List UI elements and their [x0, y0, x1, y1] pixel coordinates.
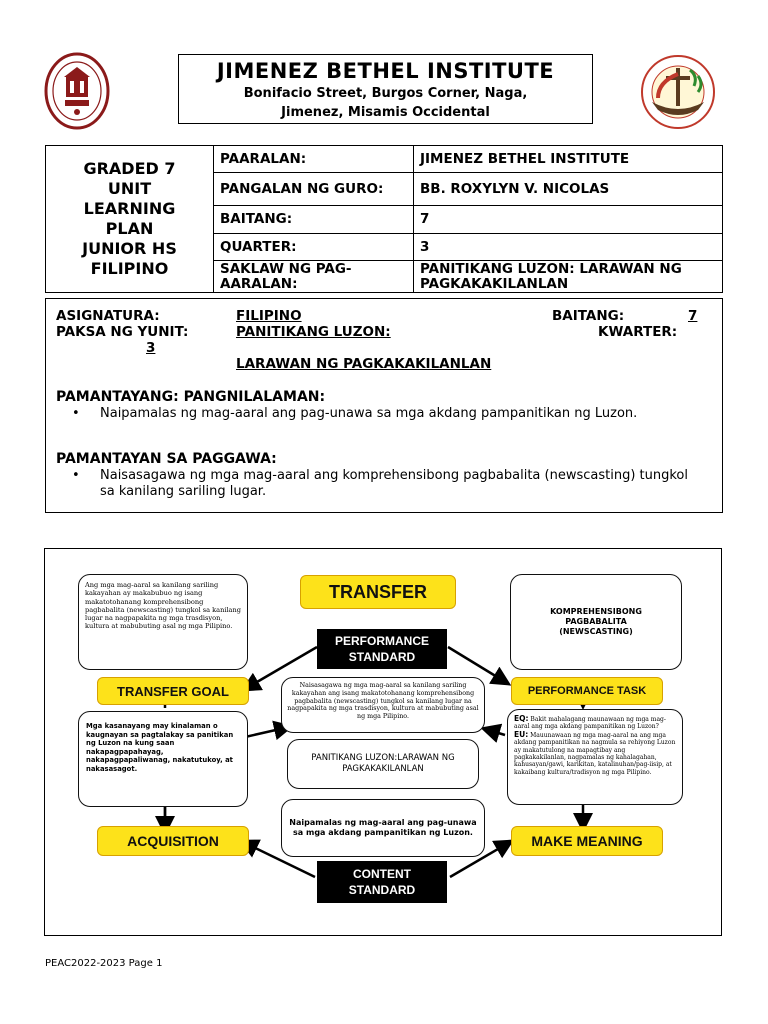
- performance-task-line: PAGBABALITA: [565, 617, 627, 626]
- info-value: PANITIKANG LUZON: LARAWAN NG PAGKAKAKILANLAN: [420, 260, 682, 292]
- asignatura-value: FILIPINO: [236, 308, 302, 324]
- paksa-value-2: LARAWAN NG PAGKAKAKILANLAN: [236, 356, 492, 372]
- ubd-diagram: [44, 548, 722, 936]
- kwarter-value: 3: [146, 340, 156, 356]
- bullet-icon: •: [72, 406, 80, 421]
- performance-task-label: PERFORMANCE TASK: [511, 677, 663, 705]
- info-value: 3: [420, 238, 430, 255]
- center-topic-box: [287, 739, 479, 789]
- content-standard-text: Naipamalas ng mag-aaral ang pag-unawa sa mga akdang pampanitikan ng Luzon.: [100, 406, 638, 421]
- content-standard-label: [317, 861, 447, 903]
- eq-text: Bakit mahalagang maunawaan ng mga mag-aaral ang mga akdang pampanitikan ng Luzon?: [514, 716, 666, 731]
- info-row-guro: [214, 173, 722, 206]
- plan-title-line: LEARNING: [83, 199, 176, 218]
- performance-standard-label: [317, 629, 447, 669]
- content-standard-heading: PAMANTAYANG: PANGNILALAMAN:: [56, 389, 326, 405]
- center-topic-text: PANITIKANG LUZON:LARAWAN NG PAGKAKAKILANLAN: [311, 753, 455, 774]
- content-standard-line: STANDARD: [348, 883, 416, 897]
- plan-title-line: GRADED 7: [83, 159, 176, 178]
- make-meaning-label: MAKE MEANING: [511, 826, 663, 856]
- info-key: BAITANG:: [214, 206, 414, 233]
- performance-standard-line: PERFORMANCE: [334, 634, 429, 648]
- transfer-goal-box: [78, 574, 248, 670]
- info-key: QUARTER:: [214, 234, 414, 260]
- address-line-2: Jimenez, Misamis Occidental: [281, 105, 490, 120]
- standards-box: [45, 298, 723, 513]
- info-row-baitang: [214, 206, 722, 234]
- acquisition-box: [78, 711, 248, 807]
- paksa-value: PANITIKANG LUZON:: [236, 324, 391, 340]
- center-content-standard-box: [281, 799, 485, 857]
- school-seal-icon: [44, 52, 110, 130]
- eu-label: EU:: [514, 729, 529, 739]
- acquisition-text: Mga kasanayang may kinalaman o kaugnayan sa pagtalakay sa panitikan ng Luzon na kung saan nakapagpapahayag, nakapagpapaliwanag, nakatutukoy, at nakasasagot.: [86, 722, 234, 773]
- plan-title-line: FILIPINO: [90, 259, 169, 278]
- info-row-saklaw: [214, 261, 722, 292]
- info-key: PAARALAN:: [214, 146, 414, 172]
- paksa-label: PAKSA NG YUNIT:: [56, 324, 189, 340]
- center-content-standard-text: Naipamalas ng mag-aaral ang pag-unawa sa mga akdang pampanitikan ng Luzon.: [289, 818, 477, 837]
- baitang-label: BAITANG:: [552, 308, 625, 324]
- content-standard-line: CONTENT: [353, 867, 411, 881]
- info-row-paaralan: [214, 146, 722, 173]
- transfer-goal-label: TRANSFER GOAL: [97, 677, 249, 705]
- plan-title-line: UNIT: [107, 179, 152, 198]
- kwarter-label: KWARTER:: [598, 324, 678, 340]
- address-line-1: Bonifacio Street, Burgos Corner, Naga,: [243, 86, 528, 101]
- eq-label: EQ:: [514, 714, 529, 723]
- transfer-label: TRANSFER: [300, 575, 456, 609]
- plan-title-line: JUNIOR HS: [82, 239, 177, 258]
- transfer-goal-text: Ang mga mag-aaral sa kanilang sariling kakayahan ay makabubuo ng isang makatotohanang komprehensibong pagbabalita (newscasting) tungkol sa kanilang lugar na nagpapakita ng mga trasdisyon, kultura at mabubuting asal ng mga Pilipino.: [85, 581, 241, 631]
- eu-item: [514, 731, 676, 776]
- center-performance-standard-text: Naisasagawa ng mga mag-aaral sa kanilang sariling kakayahan ang isang makatotohanang komprehensibong pagbabalita (newscasting) tungkol sa kanilang lugar na nagpapakita ng mga trasdisyon, kultura at mabubuting asal ng mga Pilipino.: [287, 682, 479, 721]
- eu-text: Mauunawaan ng mga mag-aaral na ang mga akdang pampanitikan na nagmula sa rehiyong Luzon ay makatutulong na mapagtibay ang pagkakakilanlan, nagpamalas ng kahalagahan, kahusayan/gawi, karikitan, katalinuhan/pag-iisip, at kakaibang kultura/tradisyon ng mga Pilipino.: [514, 731, 676, 776]
- acquisition-label: ACQUISITION: [97, 826, 249, 856]
- school-name: JIMENEZ BETHEL INSTITUTE: [216, 59, 555, 83]
- info-table: [45, 145, 723, 293]
- page-footer: PEAC2022-2023 Page 1: [45, 958, 163, 969]
- center-performance-standard-box: [281, 677, 485, 733]
- info-row-quarter: [214, 234, 722, 261]
- school-title-box: [178, 54, 593, 124]
- performance-standard-line: STANDARD: [348, 650, 416, 664]
- info-value: BB. ROXYLYN V. NICOLAS: [420, 180, 610, 197]
- performance-task-line: (NEWSCASTING): [559, 627, 633, 636]
- info-key: PANGALAN NG GURO:: [214, 173, 414, 205]
- asignatura-label: ASIGNATURA:: [56, 308, 160, 324]
- eq-item: [514, 715, 676, 731]
- performance-standard-heading: PAMANTAYAN SA PAGGAWA:: [56, 451, 277, 467]
- plan-title: [46, 146, 214, 292]
- performance-task-line: KOMPREHENSIBONG: [550, 607, 642, 616]
- info-value: JIMENEZ BETHEL INSTITUTE: [420, 150, 630, 167]
- performance-standard-text: Naisasagawa ng mga mag-aaral ang komprehensibong pagbabalita (newscasting) tungkol sa kanilang sariling lugar.: [100, 468, 688, 499]
- plan-title-line: PLAN: [105, 219, 154, 238]
- performance-task-box: [510, 574, 682, 670]
- info-key: SAKLAW NG PAG-AARALAN:: [214, 261, 414, 292]
- content-standard-bullet: [74, 406, 704, 422]
- make-meaning-box: [507, 709, 683, 805]
- baitang-value: 7: [688, 308, 698, 324]
- bullet-icon: •: [72, 468, 80, 483]
- performance-standard-bullet: [74, 468, 704, 500]
- ucc-philippines-seal-icon: [628, 52, 728, 132]
- info-value: 7: [420, 211, 430, 227]
